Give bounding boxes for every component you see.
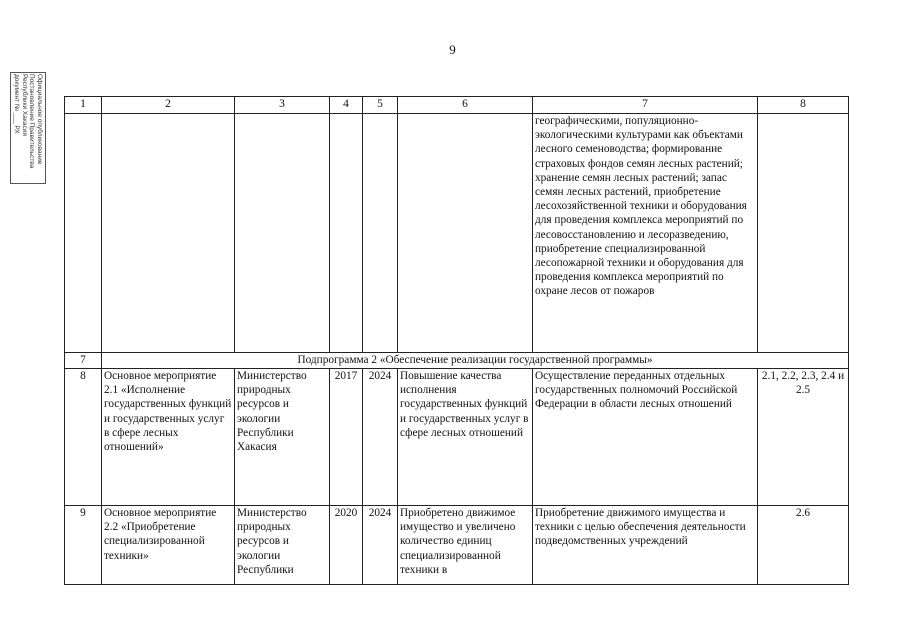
activities-table xyxy=(64,96,849,585)
expected-result xyxy=(398,506,533,585)
main-directions xyxy=(533,506,758,585)
empty-cell xyxy=(65,114,102,353)
end-year: 2024 xyxy=(363,506,398,585)
header-cell: 3 xyxy=(235,97,330,114)
indicators: 2.6 xyxy=(758,506,849,585)
executor xyxy=(235,506,330,585)
registration-stamp xyxy=(10,72,46,184)
header-cell: 1 xyxy=(65,97,102,114)
subprogram-title: Подпрограмма 2 «Обеспечение реализации государственной программы» xyxy=(102,353,849,369)
stamp-line: Постановление Правительства xyxy=(28,74,36,169)
header-row xyxy=(65,97,849,114)
row-number: 8 xyxy=(65,369,102,506)
start-year: 2017 xyxy=(330,369,363,506)
expected-result-text: Приобретено движимое имущество и увеличено количество единиц специализированной техники в xyxy=(400,507,516,576)
continuation-row xyxy=(65,114,849,353)
stamp-line: документ № ___ РХ xyxy=(13,74,21,134)
activity-name-text: Основное мероприятие 2.2 «Приобретение специализированной техники» xyxy=(104,507,217,562)
page-number: 9 xyxy=(449,42,456,57)
continuation-directions: географическими, популяционно-экологическими культурами как объектами лесного семеноводства; формирование страховых фондов семян лесных растений; хранение семян лесных растений; запас семян лесных растений, приобретение лесохозяйственной техники и оборудования для проведения комплекса мероприятий по лесовосстановлению и лесоразведению, приобретение специализированной лесопожарной техники и оборудования для проведения комплекса мероприятий по охране лесов от пожаров xyxy=(533,114,758,353)
empty-cell xyxy=(235,114,330,353)
end-year: 2024 xyxy=(363,369,398,506)
row-number: 9 xyxy=(65,506,102,585)
main-directions-text: Приобретение движимого имущества и техники с целью обеспечения деятельности подведомственных учреждений xyxy=(535,507,746,548)
executor-text: Министерство природных ресурсов и экологии Республики xyxy=(237,507,307,576)
row-number: 7 xyxy=(65,353,102,369)
table-row xyxy=(65,506,849,585)
stamp-line: Республики Хакасия xyxy=(21,74,28,136)
table-row xyxy=(65,369,849,506)
main-directions: Осуществление переданных отдельных государственных полномочий Российской Федерации в области лесных отношений xyxy=(533,369,758,506)
header-cell: 7 xyxy=(533,97,758,114)
start-year: 2020 xyxy=(330,506,363,585)
activity-name: Основное мероприятие 2.1 «Исполнение государственных функций и государственных услуг в сфере лесных отношений» xyxy=(102,369,235,506)
header-cell: 5 xyxy=(363,97,398,114)
empty-cell xyxy=(102,114,235,353)
executor: Министерство природных ресурсов и экологии Республики Хакасия xyxy=(235,369,330,506)
empty-cell xyxy=(330,114,363,353)
subprogram-row xyxy=(65,353,849,369)
header-cell: 8 xyxy=(758,97,849,114)
stamp-line: Официальное опубликование xyxy=(36,74,43,165)
header-cell: 6 xyxy=(398,97,533,114)
stamp-text xyxy=(13,74,43,182)
empty-cell xyxy=(398,114,533,353)
empty-cell xyxy=(758,114,849,353)
header-cell: 2 xyxy=(102,97,235,114)
header-cell: 4 xyxy=(330,97,363,114)
activity-name xyxy=(102,506,235,585)
expected-result: Повышение качества исполнения государственных функций и государственных услуг в сфере лесных отношений xyxy=(398,369,533,506)
empty-cell xyxy=(363,114,398,353)
indicators: 2.1, 2.2, 2.3, 2.4 и 2.5 xyxy=(758,369,849,506)
